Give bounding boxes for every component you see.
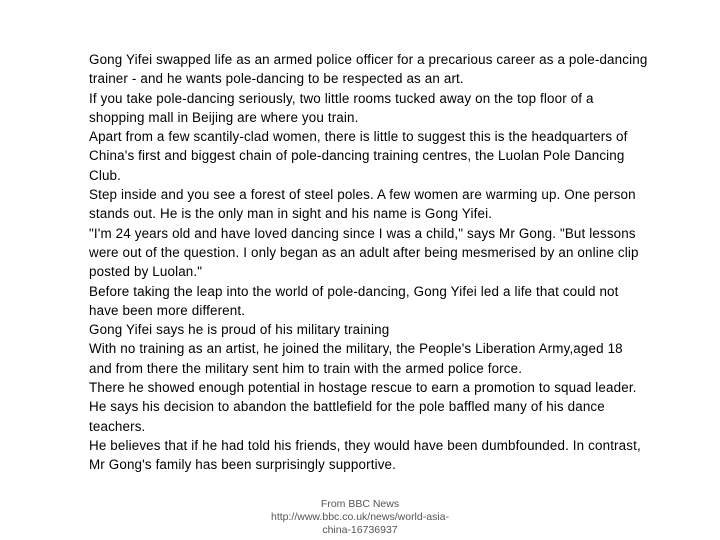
article-body [89,50,649,475]
source-citation [250,498,470,537]
paragraph: He says his decision to abandon the battlefield for the pole baffled many of his dance teachers. [89,399,605,434]
paragraph: There he showed enough potential in hostage rescue to earn a promotion to squad leader. [89,380,637,396]
source-url: http://www.bbc.co.uk/news/world-asia- [271,511,449,523]
paragraph: Step inside and you see a forest of steel poles. A few women are warming up. One person stands out. He is the only man in sight and his name is Gong Yifei. [89,187,636,222]
paragraph: If you take pole-dancing seriously, two little rooms tucked away on the top floor of a shopping mall in Beijing are where you train. [89,90,594,125]
paragraph: "I'm 24 years old and have loved dancing since I was a child," says Mr Gong. "But lessons were out of the question. I only began as an adult after being mesmerised by an online clip posted by Luolan." [89,225,639,280]
paragraph: Before taking the leap into the world of pole-dancing, Gong Yifei led a life that could not have been more different. [89,283,619,318]
paragraph: Gong Yifei says he is proud of his military training [89,322,390,338]
paragraph: Gong Yifei swapped life as an armed police officer for a precarious career as a pole-dancing trainer - and he wants pole-dancing to be respected as an art. [89,52,648,87]
paragraph: With no training as an artist, he joined the military, the People's Liberation Army,aged 18 and from there the military sent him to train with the armed police force. [89,341,623,376]
source-url-continued: china-16736937 [322,524,398,536]
paragraph: Apart from a few scantily-clad women, there is little to suggest this is the headquarters of China's first and biggest chain of pole-dancing training centres, the Luolan Pole Dancing Club. [89,129,628,183]
source-label: From BBC News [320,498,400,510]
paragraph: He believes that if he had told his friends, they would have been dumbfounded. In contrast, Mr Gong's family has been surprisingly supportive. [89,437,641,473]
